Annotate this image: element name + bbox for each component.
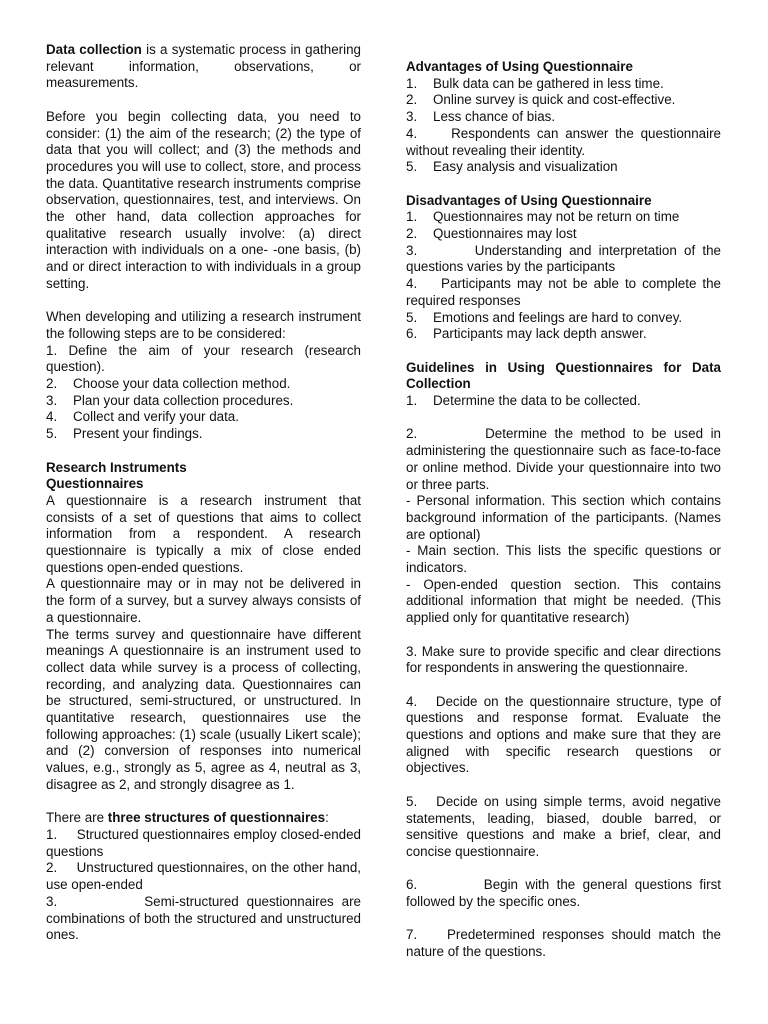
advantage-item-2: 2. Online survey is quick and cost-effective. bbox=[406, 92, 676, 108]
guideline-subitem-main: - Main section. This lists the specific questions or indicators. bbox=[406, 543, 721, 576]
disadvantage-item-2: 2. Questionnaires may lost bbox=[406, 226, 577, 242]
advantage-item-4: 4. Respondents can answer the questionnaire without revealing their identity. bbox=[406, 125, 721, 158]
step-item-1: 1. Define the aim of your research (research question). bbox=[46, 342, 361, 375]
heading-guidelines: Guidelines in Using Questionnaires for Data Collection bbox=[406, 359, 721, 392]
advantage-item-1: 1. Bulk data can be gathered in less time. bbox=[406, 75, 664, 91]
guideline-item-6: 6. Begin with the general questions first followed by the specific ones. bbox=[406, 877, 721, 910]
structure-item-2: 2. Unstructured questionnaires, on the other hand, use open-ended bbox=[46, 860, 361, 893]
disadvantage-item-5: 5. Emotions and feelings are hard to convey. bbox=[406, 309, 683, 325]
disadvantage-item-6: 6. Participants may lack depth answer. bbox=[406, 326, 647, 342]
structures-intro: There are three structures of questionnaires: bbox=[46, 810, 329, 826]
disadvantage-item-1: 1. Questionnaires may not be return on time bbox=[406, 209, 680, 225]
step-item-2: 2. Choose your data collection method. bbox=[46, 376, 291, 392]
advantage-item-5: 5. Easy analysis and visualization bbox=[406, 159, 618, 175]
guideline-item-1: 1. Determine the data to be collected. bbox=[406, 393, 641, 409]
left-column bbox=[46, 42, 361, 944]
guideline-item-7: 7. Predetermined responses should match the nature of the questions. bbox=[406, 927, 721, 960]
steps-intro: When developing and utilizing a research instrument the following steps are to be considered: bbox=[46, 309, 361, 341]
right-column bbox=[406, 59, 721, 961]
disadvantage-item-4: 4. Participants may not be able to complete the required responses bbox=[406, 276, 721, 308]
step-item-4: 4. Collect and verify your data. bbox=[46, 409, 239, 425]
questionnaire-paragraph-3: The terms survey and questionnaire have different meanings A questionnaire is an instrument used to collect data while survey is a process of collecting, recording, and analyzing data. Questionnaires can be structured, semi-structured, or unstructured. In quantitative research, questionnaires use the following approaches: (1) scale (usually Likert scale); and (2) conversion of responses into numerical values, e.g., strongly as 5, agree as 4, neutral as 3, disagree as 2, and strongly disagree as 1. bbox=[46, 626, 361, 792]
disadvantage-item-3: 3. Understanding and interpretation of the questions varies by the participants bbox=[406, 242, 721, 275]
questionnaire-paragraph-1: A questionnaire is a research instrument that consists of a set of questions that aims to collect information from a respondent. A research questionnaire is typically a mix of close ended questions open-ended questions. bbox=[46, 492, 361, 575]
guideline-item-4: 4. Decide on the questionnaire structure, type of questions and response format. Evaluate the questions and options and make sure that they are aligned with specific research questions or objectives. bbox=[406, 693, 721, 776]
before-paragraph: Before you begin collecting data, you need to consider: (1) the aim of the research; (2) the type of data that you will collect; and (3) the methods and procedures you will use to collect, store, and process the data. Quantitative research instruments comprise observation, questionnaires, test, and interviews. On the other hand, data collection approaches for qualitative research usually involve: (a) direct interaction with individuals on a one- -one basis, (b) and or direct interaction to with individuals in a group setting. bbox=[46, 108, 361, 291]
guideline-subitem-open-ended: - Open-ended question section. This contains additional information that might be needed. (This applied only for quantitative research) bbox=[406, 576, 721, 626]
structure-item-1: 1. Structured questionnaires employ closed-ended questions bbox=[46, 826, 361, 859]
guideline-subitem-personal: - Personal information. This section which contains background information of the participants. (Names are optional) bbox=[406, 493, 721, 542]
heading-questionnaires: Questionnaires bbox=[46, 476, 144, 492]
intro-paragraph: Data collection is a systematic process in gathering relevant information, observations, or measurements. bbox=[46, 42, 361, 91]
structure-item-3: 3. Semi-structured questionnaires are combinations of both the structured and unstructured ones. bbox=[46, 893, 361, 943]
step-item-5: 5. Present your findings. bbox=[46, 426, 203, 442]
advantage-item-3: 3. Less chance of bias. bbox=[406, 109, 556, 125]
guideline-item-3: 3. Make sure to provide specific and clear directions for respondents in answering the questionnaire. bbox=[406, 643, 721, 676]
heading-advantages: Advantages of Using Questionnaire bbox=[406, 59, 633, 74]
step-item-3: 3. Plan your data collection procedures. bbox=[46, 392, 294, 408]
guideline-item-5: 5. Decide on using simple terms, avoid negative statements, leading, biased, double barred, or sensitive questions and make a brief, clear, and concise questionnaire. bbox=[406, 793, 721, 859]
guideline-item-2: 2. Determine the method to be used in administering the questionnaire such as face-to-face or online method. Divide your questionnaire into two or three parts. bbox=[406, 426, 721, 492]
intro-term: Data collection bbox=[46, 42, 142, 57]
heading-disadvantages: Disadvantages of Using Questionnaire bbox=[406, 192, 652, 208]
heading-research-instruments: Research Instruments bbox=[46, 459, 187, 475]
questionnaire-paragraph-2: A questionnaire may or in may not be delivered in the form of a survey, but a survey always consists of a questionnaire. bbox=[46, 576, 361, 625]
